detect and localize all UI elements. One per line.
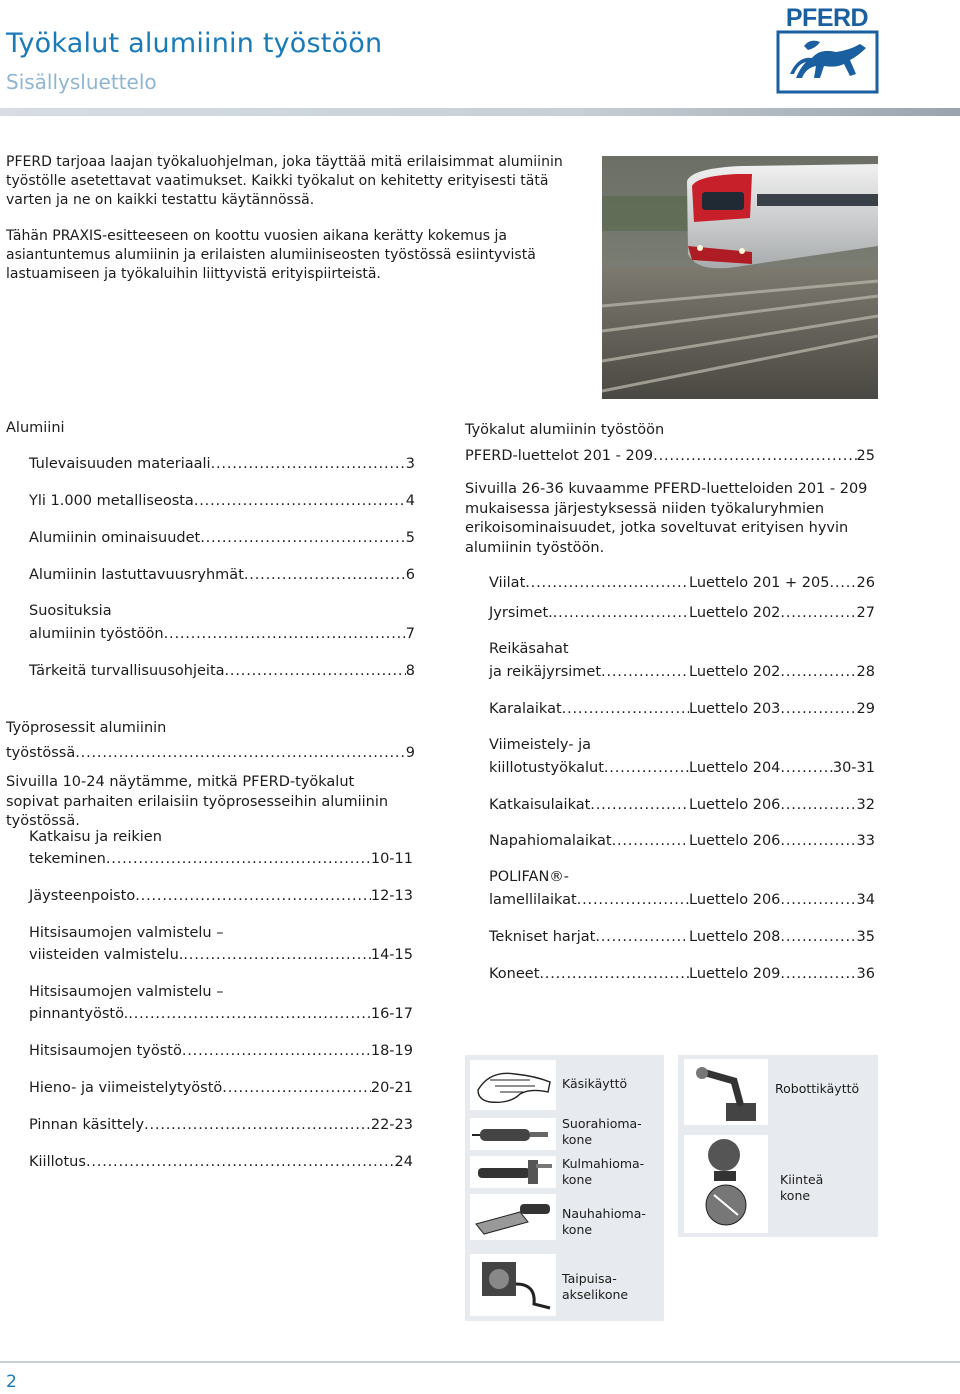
toc-entry[interactable] — [29, 1004, 413, 1025]
toc-entry-label: tekeminen — [29, 851, 106, 867]
toc-entry-page: 30-31 — [832, 760, 875, 776]
toc-entry[interactable] — [29, 1078, 413, 1099]
toc-entry[interactable] — [29, 849, 413, 870]
toc-leader-dots — [780, 795, 856, 816]
toc-entry[interactable] — [489, 603, 875, 624]
angle-grinder-icon — [470, 1156, 556, 1188]
toc-entry-label: Tulevaisuuden materiaali — [29, 456, 211, 472]
toc-entry-label: Napahiomalaikat — [489, 833, 612, 849]
toc-entry-page: 29 — [856, 701, 875, 717]
legend-label-stationary: Kiinteä kone — [780, 1172, 824, 1203]
toc-entry-page: 12-13 — [370, 888, 413, 904]
toc-leader-dots — [780, 890, 856, 911]
toc-leader-dots — [144, 1115, 371, 1136]
toc-entry-label: Viilat — [489, 575, 526, 591]
toc-leader-dots — [780, 831, 856, 852]
legend-label-angle: Kulmahioma-kone — [562, 1156, 645, 1187]
toc-leader-dots — [222, 1078, 371, 1099]
legend-label-robot: Robottikäyttö — [775, 1081, 860, 1096]
toc-entry-prefix: Viimeistely- ja — [489, 737, 592, 753]
toc-entry[interactable] — [29, 661, 415, 682]
toc-leader-dots — [829, 573, 856, 594]
toc-entry-label: PFERD-luettelot 201 - 209 — [465, 448, 654, 464]
toc-entry-page: 6 — [405, 567, 415, 583]
pferd-logo — [776, 4, 879, 94]
toc-leader-dots — [780, 662, 856, 683]
section-heading-alumiini: Alumiini — [6, 420, 65, 436]
toc-entry-label: kiillotustyökalut — [489, 760, 604, 776]
toc-entry-label: Yli 1.000 metalliseosta — [29, 493, 194, 509]
toc-entry-page: 3 — [405, 456, 415, 472]
toc-entry-label: Alumiinin lastuttavuusryhmät — [29, 567, 244, 583]
toc-entry[interactable] — [29, 528, 415, 549]
legend-panel-hand-tools — [465, 1055, 664, 1321]
belt-grinder-icon — [470, 1194, 556, 1240]
toc-leader-dots — [211, 454, 406, 475]
toc-entry-page: 18-19 — [370, 1043, 413, 1059]
toc-leader-dots — [590, 795, 689, 816]
toc-entry-page: 24 — [394, 1154, 413, 1170]
toc-entry-label: Karalaikat — [489, 701, 562, 717]
legend-label-hand: Käsikäyttö — [562, 1076, 628, 1091]
toc-entry-catalog: Luettelo 206 — [689, 833, 781, 849]
toc-entry-page: 22-23 — [370, 1117, 413, 1133]
toc-entry-label: viisteiden valmistelu. — [29, 947, 184, 963]
toc-entry-page: 32 — [856, 797, 875, 813]
toc-entry-label: pinnantyöstö. — [29, 1006, 129, 1022]
header-divider — [0, 108, 960, 116]
toc-entry-page: 4 — [405, 493, 415, 509]
toc-entry-catalog: Luettelo 204 — [689, 760, 781, 776]
toc-entry-page: 9 — [405, 745, 415, 761]
toc-entry-page: 27 — [856, 605, 875, 621]
toc-entry-catalog: Luettelo 206 — [689, 892, 781, 908]
toc-entry-label: Tärkeitä turvallisuusohjeita — [29, 663, 225, 679]
toc-leader-dots — [780, 964, 856, 985]
toc-entry[interactable] — [29, 624, 415, 645]
toc-entry-page: 5 — [405, 530, 415, 546]
toc-entry-page: 8 — [405, 663, 415, 679]
toc-entry-label: Koneet — [489, 966, 540, 982]
toc-entry[interactable] — [465, 446, 875, 467]
toc-entry-page: 7 — [405, 626, 415, 642]
toc-entry-label: Kiillotus — [29, 1154, 86, 1170]
toc-entry-prefix: Suosituksia — [29, 603, 112, 619]
legend-label-belt: Nauhahioma-kone — [562, 1206, 646, 1237]
toc-entry-catalog: Luettelo 202 — [689, 664, 781, 680]
toc-leader-dots — [780, 603, 856, 624]
toc-entry[interactable] — [29, 454, 415, 475]
toc-entry[interactable] — [489, 964, 875, 985]
toc-leader-dots — [601, 662, 689, 683]
toc-leader-dots — [780, 699, 856, 720]
page-number: 2 — [6, 1372, 17, 1392]
toc-entry[interactable] — [489, 662, 875, 683]
toc-entry-page: 20-21 — [370, 1080, 413, 1096]
toc-leader-dots — [780, 758, 832, 779]
toc-entry-page: 28 — [856, 664, 875, 680]
toc-entry[interactable] — [489, 927, 875, 948]
toc-leader-dots — [604, 758, 689, 779]
toc-entry[interactable] — [29, 1152, 413, 1173]
toc-leader-dots — [86, 1152, 395, 1173]
section-description: Sivuilla 10-24 näytämme, mitkä PFERD-työkalut sopivat parhaiten erilaisiin työprosesseihin alumiinin työstössä. — [6, 774, 389, 829]
toc-leader-dots — [653, 446, 856, 467]
toc-entry-label: työstössä — [6, 745, 76, 761]
toc-leader-dots — [183, 945, 370, 966]
toc-entry-prefix: Katkaisu ja reikien — [29, 829, 162, 845]
toc-entry-page: 34 — [856, 892, 875, 908]
toc-entry-label: Tekniset harjat — [489, 929, 596, 945]
toc-entry[interactable] — [489, 573, 875, 594]
toc-entry-page: 35 — [856, 929, 875, 945]
hand-tool-icon — [470, 1060, 556, 1110]
section-heading-tyokalut: Työkalut alumiinin työstöön — [465, 422, 665, 438]
toc-entry-label: Pinnan käsittely — [29, 1117, 145, 1133]
legend-panel-machines — [678, 1055, 878, 1237]
toc-entry-page: 26 — [856, 575, 875, 591]
toc-entry[interactable] — [489, 699, 875, 720]
toc-leader-dots — [225, 661, 406, 682]
robot-icon — [684, 1059, 768, 1125]
toc-leader-dots — [525, 573, 689, 594]
toc-entry-label: Hieno- ja viimeistelytyöstö — [29, 1080, 223, 1096]
toc-entry-label: Jäysteenpoisto — [29, 888, 136, 904]
toc-entry-label: Katkaisulaikat — [489, 797, 591, 813]
toc-entry-page: 36 — [856, 966, 875, 982]
toc-leader-dots — [75, 743, 406, 764]
toc-entry-prefix: POLIFAN®- — [489, 869, 570, 885]
legend-label-flexible: Taipuisa-akselikone — [562, 1271, 629, 1302]
legend-label-straight: Suorahioma-kone — [562, 1116, 642, 1147]
toc-leader-dots — [182, 1041, 371, 1062]
section-description: Sivuilla 26-36 kuvaamme PFERD-luetteloiden 201 - 209 mukaisessa järjestyksessä niiden työkaluryhmien erikoisominaisuudet, jotka soveltuvat erityisen hyvin alumiinin työstöön. — [465, 481, 868, 556]
toc-entry-catalog: Luettelo 202 — [689, 605, 781, 621]
toc-leader-dots — [577, 890, 689, 911]
toc-entry-label: alumiinin työstöön — [29, 626, 164, 642]
toc-entry-label: lamellilaikat — [489, 892, 577, 908]
toc-entry[interactable] — [29, 945, 413, 966]
toc-entry[interactable] — [29, 491, 415, 512]
toc-leader-dots — [553, 603, 689, 624]
toc-entry-catalog: Luettelo 208 — [689, 929, 781, 945]
toc-entry-catalog: Luettelo 206 — [689, 797, 781, 813]
toc-leader-dots — [164, 624, 406, 645]
page-subtitle: Sisällysluettelo — [6, 70, 157, 94]
footer-divider — [0, 1361, 960, 1363]
toc-entry[interactable] — [29, 565, 415, 586]
toc-leader-dots — [106, 849, 371, 870]
toc-entry[interactable] — [489, 831, 875, 852]
train-photo — [602, 156, 878, 399]
toc-leader-dots — [780, 927, 856, 948]
toc-entry[interactable] — [489, 890, 875, 911]
stationary-machine-icon — [684, 1135, 768, 1233]
toc-entry-label: Jyrsimet. — [489, 605, 553, 621]
toc-leader-dots — [128, 1004, 371, 1025]
toc-entry-page: 14-15 — [370, 947, 413, 963]
toc-entry-catalog: Luettelo 203 — [689, 701, 781, 717]
toc-leader-dots — [200, 528, 406, 549]
intro-paragraph-1: PFERD tarjoaa laajan työkaluohjelman, joka täyttää mitä erilaisimmat alumiinin työstölle asetettavat vaatimukset. Kaikki työkalut on kehitetty erityisesti tätä varten ja ne on kaikki testattu käytännössä. — [6, 154, 563, 208]
toc-entry[interactable] — [6, 743, 415, 764]
toc-leader-dots — [194, 491, 406, 512]
page-title: Työkalut alumiinin työstöön — [6, 28, 383, 59]
toc-entry-label: Alumiinin ominaisuudet — [29, 530, 201, 546]
toc-entry[interactable] — [29, 1115, 413, 1136]
toc-entry[interactable] — [489, 795, 875, 816]
toc-entry-page: 16-17 — [370, 1006, 413, 1022]
section-heading-prefix: Työprosessit alumiinin — [6, 720, 167, 736]
flexible-shaft-icon — [470, 1254, 556, 1316]
toc-entry[interactable] — [489, 758, 875, 779]
toc-entry-page: 33 — [856, 833, 875, 849]
toc-entry-catalog: Luettelo 209 — [689, 966, 781, 982]
toc-entry-prefix: Reikäsahat — [489, 641, 569, 657]
toc-entry-page: 10-11 — [370, 851, 413, 867]
toc-leader-dots — [539, 964, 689, 985]
toc-entry-label: Hitsisaumojen työstö — [29, 1043, 182, 1059]
toc-entry-page: 25 — [856, 448, 875, 464]
toc-leader-dots — [595, 927, 689, 948]
toc-entry[interactable] — [29, 1041, 413, 1062]
toc-leader-dots — [612, 831, 689, 852]
toc-leader-dots — [244, 565, 406, 586]
toc-entry-prefix: Hitsisaumojen valmistelu – — [29, 984, 224, 1000]
toc-entry-prefix: Hitsisaumojen valmistelu – — [29, 925, 224, 941]
straight-grinder-icon — [470, 1118, 556, 1150]
toc-entry[interactable] — [29, 886, 413, 907]
toc-entry-label: ja reikäjyrsimet — [489, 664, 602, 680]
svg-text:PFERD: PFERD — [785, 4, 869, 32]
intro-paragraph-2: Tähän PRAXIS-esitteeseen on koottu vuosien aikana kerätty kokemus ja asiantuntemus alumiinin ja erilaisten alumiiniseosten työstössä esiintyvistä lastuamiseen ja työkaluihin liittyvistä erityispiirteistä. — [6, 228, 536, 282]
toc-entry-catalog: Luettelo 201 + 205 — [689, 575, 830, 591]
toc-leader-dots — [135, 886, 371, 907]
toc-leader-dots — [562, 699, 689, 720]
